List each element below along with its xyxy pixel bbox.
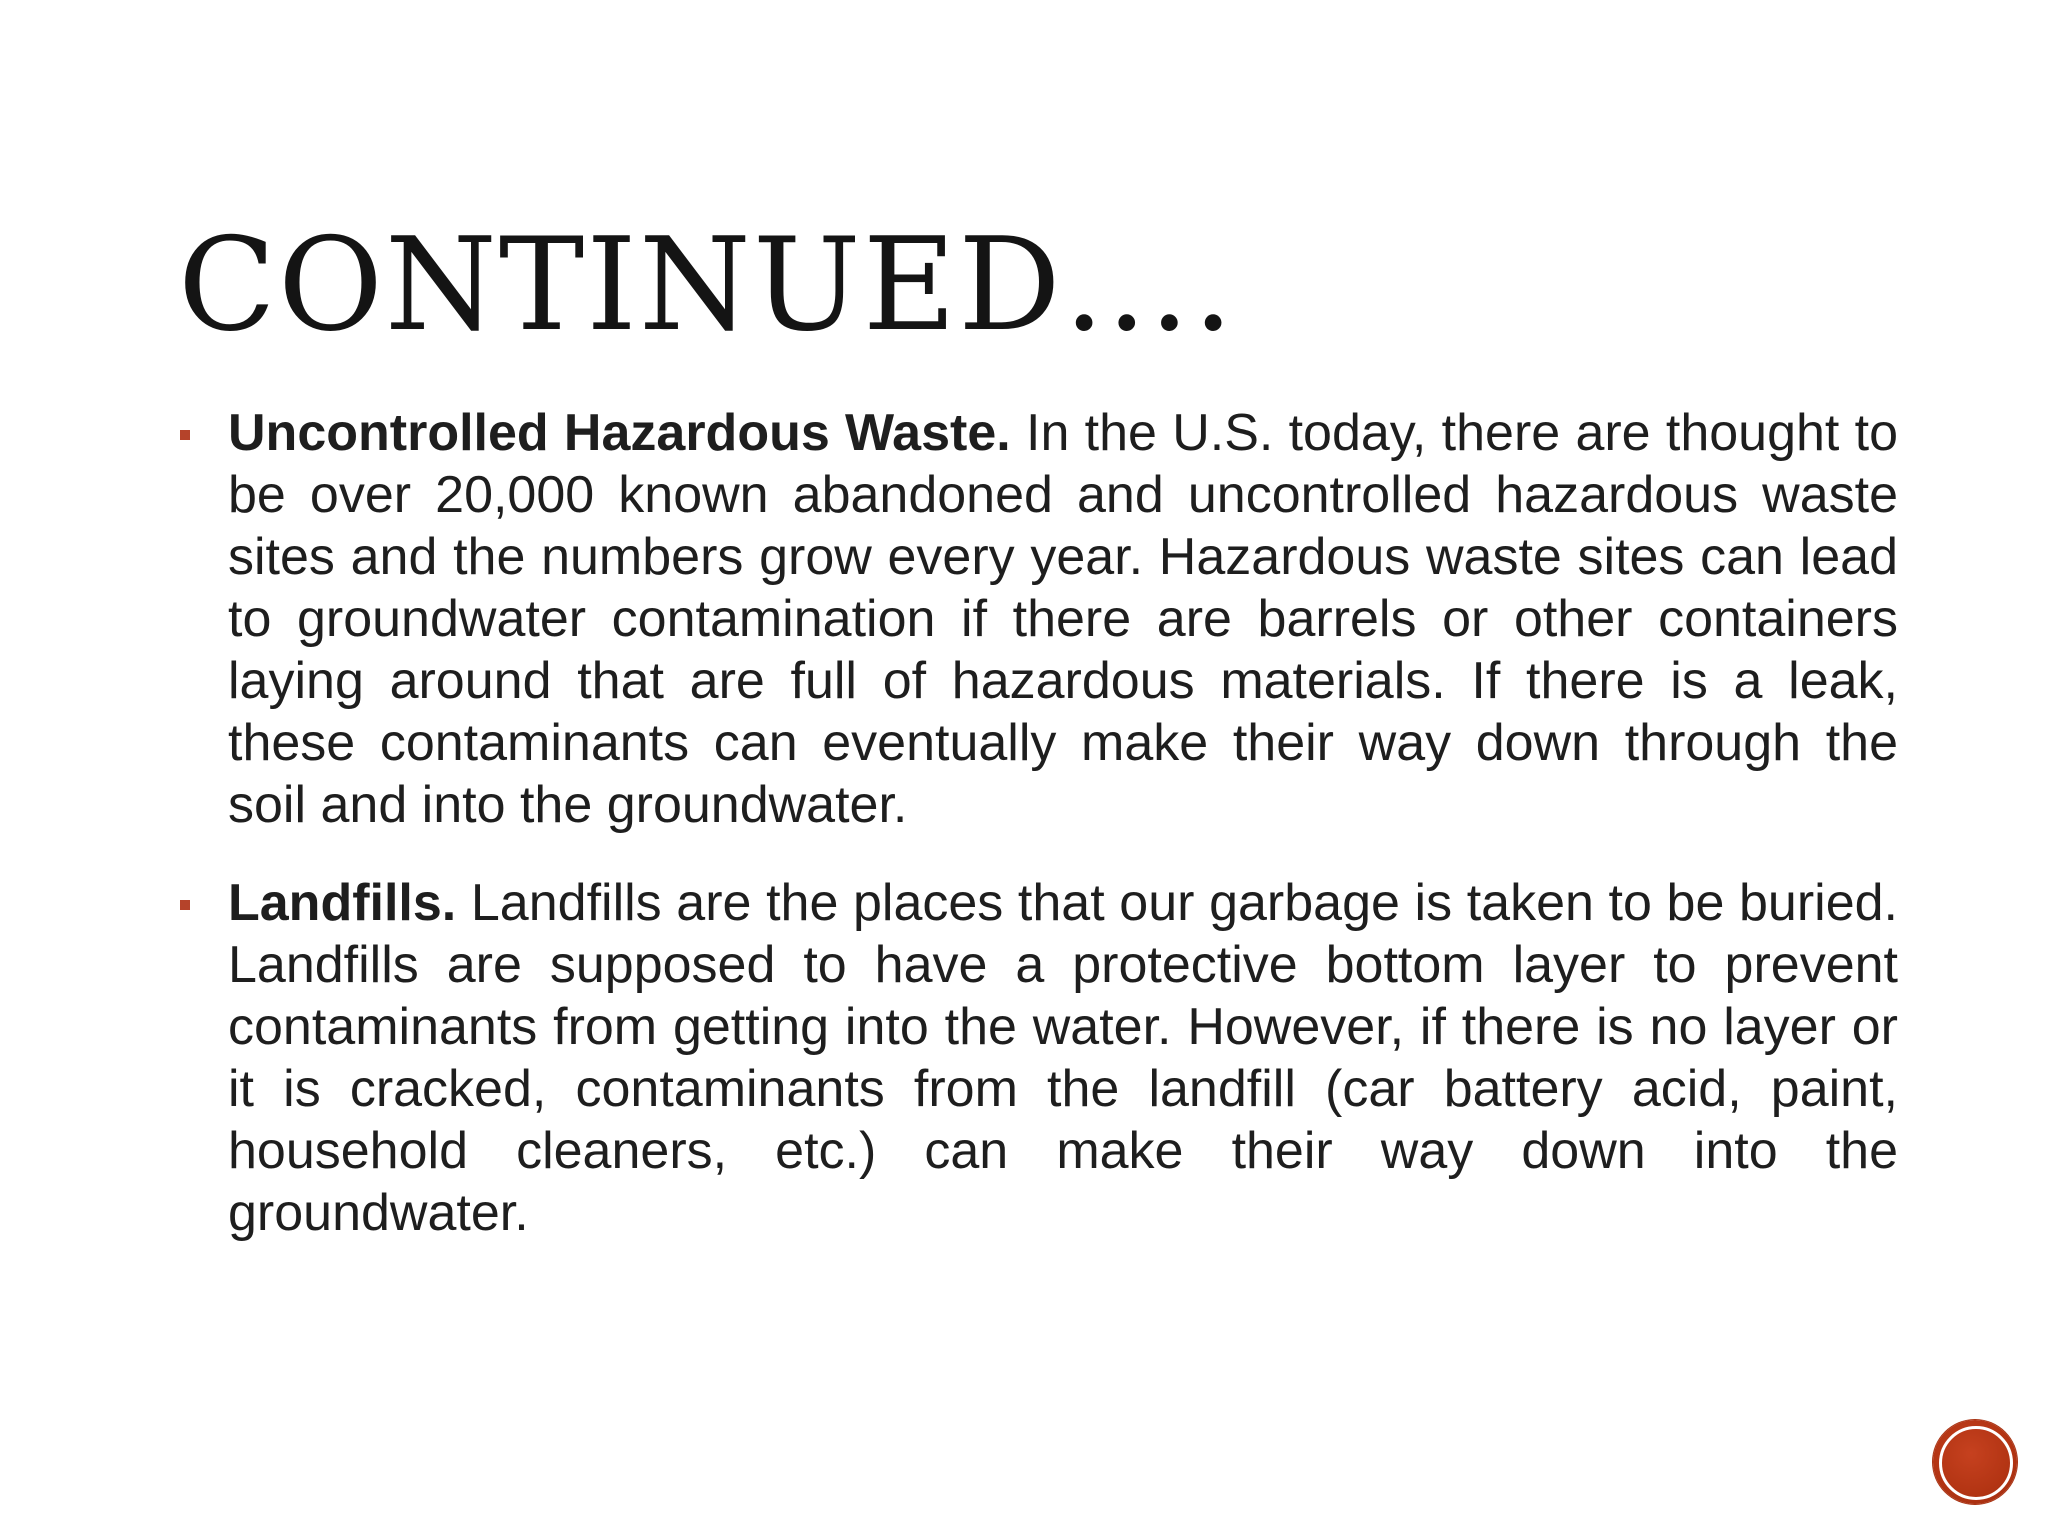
square-bullet-icon bbox=[180, 900, 190, 910]
circle-nav-icon[interactable] bbox=[1933, 1420, 2017, 1504]
bullet-paragraph bbox=[228, 872, 1898, 1244]
bullet-heading: Landfills. bbox=[228, 874, 457, 932]
slide-title: CONTINUED…. bbox=[178, 211, 1236, 360]
square-bullet-icon bbox=[180, 430, 190, 440]
bullet-paragraph bbox=[228, 402, 1898, 836]
bullet-body: In the U.S. today, there are thought to be over 20,000 known abandoned and uncontrolled hazardous waste sites and the numbers grow every year. Hazardous waste sites can lead to groundwater contamination if there are barrels or other containers laying around that are full of hazardous materials. If there is a leak, these contaminants can eventually make their way down through the soil and into the groundwater. bbox=[228, 404, 1898, 834]
nav-button-ring bbox=[1939, 1426, 2013, 1500]
bullet-list bbox=[178, 402, 1898, 1280]
bullet-body: Landfills are the places that our garbage is taken to be buried. Landfills are supposed to have a protective bottom layer to prevent contaminants from getting into the water. However, if there is no layer or it is cracked, contaminants from the landfill (car battery acid, paint, household cleaners, etc.) can make their way down into the groundwater. bbox=[228, 874, 1899, 1242]
bullet-heading: Uncontrolled Hazardous Waste. bbox=[228, 404, 1011, 462]
list-item-landfills bbox=[178, 872, 1898, 1244]
list-item-uncontrolled-hazardous-waste bbox=[178, 402, 1898, 836]
